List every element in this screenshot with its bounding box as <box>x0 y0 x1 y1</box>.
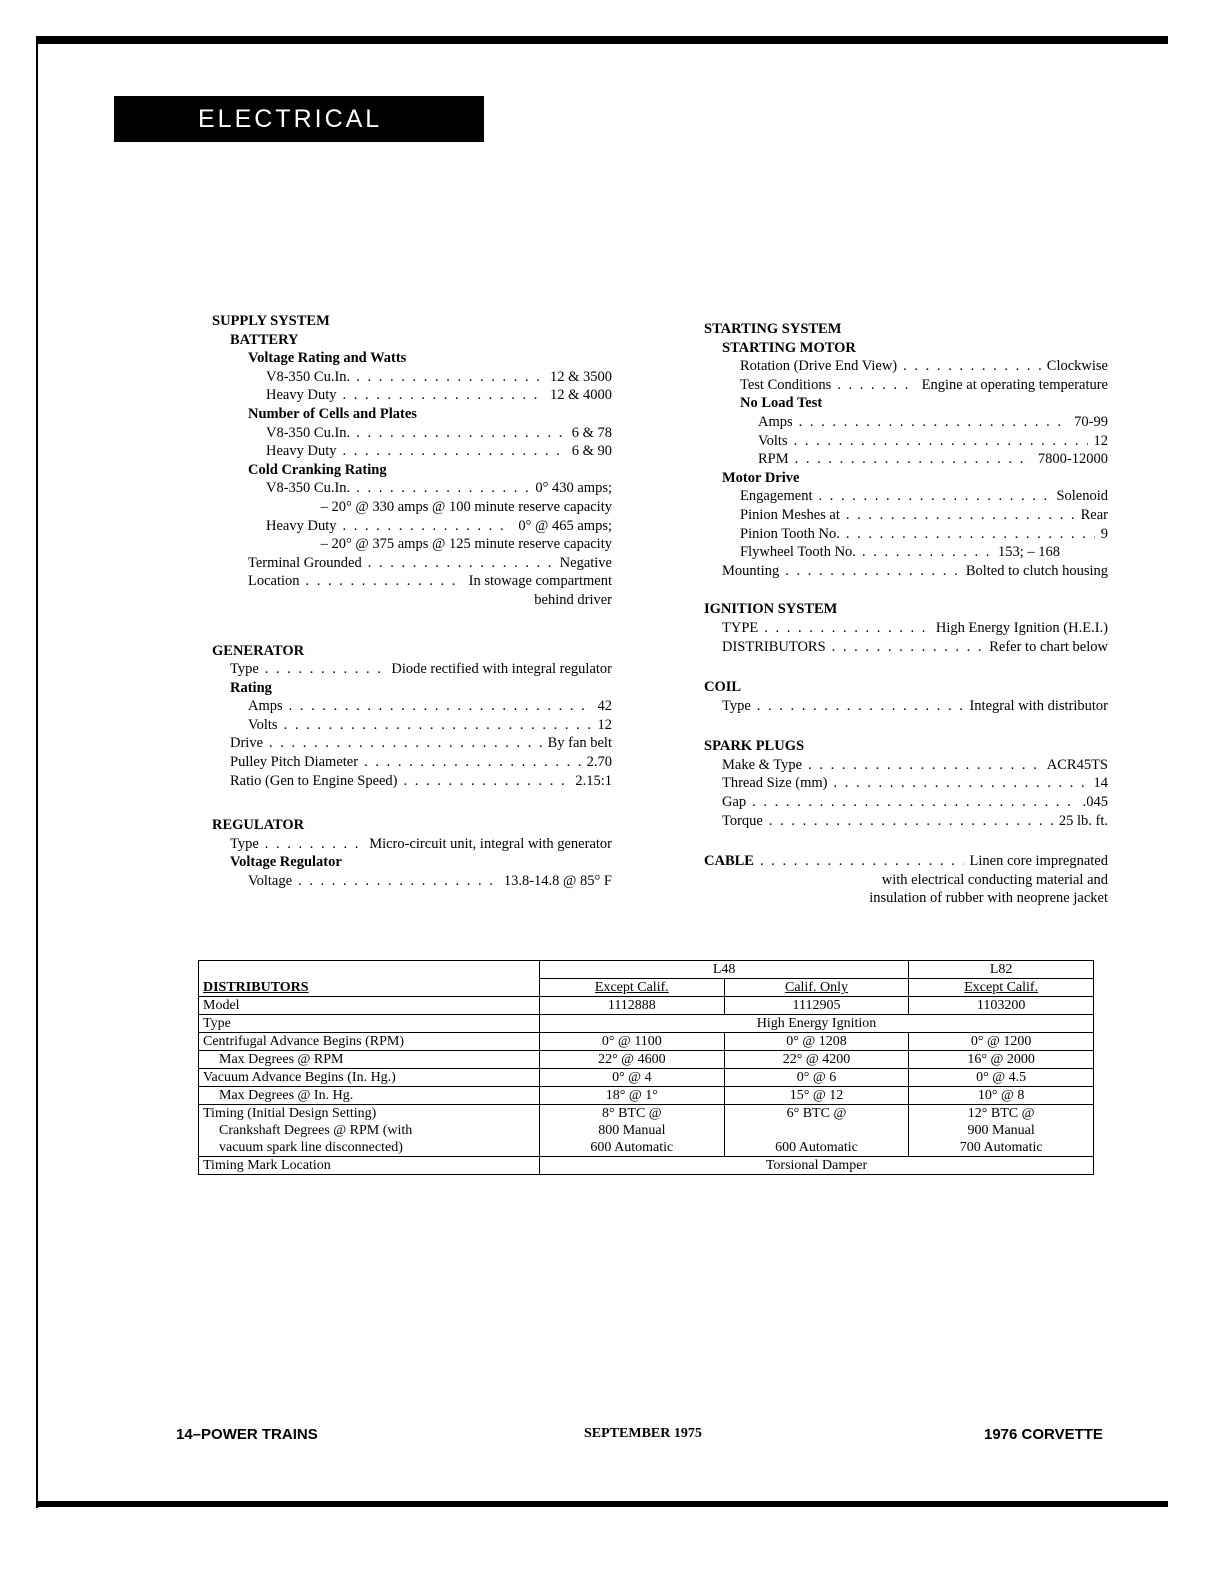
spec-row: Torque . . . 25 lb. ft. <box>704 812 1108 831</box>
left-rule <box>36 36 38 1508</box>
row-label: Max Degrees @ In. Hg. <box>199 1087 540 1105</box>
spec-continuation: behind driver <box>534 591 612 608</box>
table-cell: 0° @ 1208 <box>724 1033 909 1051</box>
coil-heading: COIL <box>704 679 742 696</box>
spec-continuation: – 20° @ 330 amps @ 100 minute reserve capacity <box>320 498 612 515</box>
footer-model: 1976 CORVETTE <box>984 1426 1103 1443</box>
spec-row: Rotation (Drive End View) . . . Clockwise <box>704 357 1108 376</box>
footer-date: SEPTEMBER 1975 <box>584 1426 702 1441</box>
spec-row: Pulley Pitch Diameter . . . 2.70 <box>212 753 612 772</box>
table-cell: 12° BTC @ 900 Manual 700 Automatic <box>909 1105 1094 1157</box>
distributors-table <box>198 960 1094 1175</box>
table-cell: 0° @ 1100 <box>540 1033 725 1051</box>
table-row <box>199 1051 1094 1069</box>
table-cell: Torsional Damper <box>540 1157 1094 1175</box>
spec-row: Heavy Duty . . . 12 & 4000 <box>212 386 612 405</box>
ignition-system-block <box>704 600 1108 656</box>
spec-row: DISTRIBUTORS . . . Refer to chart below <box>704 638 1108 657</box>
spec-row: Location . . . In stowage compartment <box>212 572 612 591</box>
spec-row: TYPE . . . High Energy Ignition (H.E.I.) <box>704 619 1108 638</box>
spec-row: Ratio (Gen to Engine Speed) . . . 2.15:1 <box>212 772 612 791</box>
column-header: Calif. Only <box>724 979 909 997</box>
spec-row: Make & Type . . . ACR45TS <box>704 756 1108 775</box>
generator-heading: GENERATOR <box>212 642 305 659</box>
table-row <box>199 1105 1094 1157</box>
spec-row: Heavy Duty . . . 6 & 90 <box>212 442 612 461</box>
table-cell: 1112905 <box>724 997 909 1015</box>
ignition-system-heading: IGNITION SYSTEM <box>704 601 838 618</box>
spec-row: Volts . . . 12 <box>704 432 1108 451</box>
table-cell: 0° @ 4 <box>540 1069 725 1087</box>
spec-row: Terminal Grounded . . . Negative <box>212 554 612 573</box>
table-cell: 16° @ 2000 <box>909 1051 1094 1069</box>
spec-row: Type . . . Micro-circuit unit, integral with generator <box>212 835 612 854</box>
spec-row: Amps . . . 70-99 <box>704 413 1108 432</box>
regulator-heading: REGULATOR <box>212 817 305 834</box>
table-cell: 1103200 <box>909 997 1094 1015</box>
row-label: Max Degrees @ RPM <box>199 1051 540 1069</box>
table-cell: 0° @ 4.5 <box>909 1069 1094 1087</box>
table-header-label: DISTRIBUTORS <box>199 961 540 997</box>
spec-row: Heavy Duty . . . 0° @ 465 amps; <box>212 517 612 536</box>
spec-row: Flywheel Tooth No. . . . 153; – 168 <box>704 543 1108 562</box>
spec-row: Test Conditions . . . Engine at operating temperature <box>704 376 1108 395</box>
table-cell: 0° @ 6 <box>724 1069 909 1087</box>
voltage-rating-heading: Voltage Rating and Watts <box>248 350 407 367</box>
coil-block <box>704 678 1108 715</box>
spec-row: Voltage . . . 13.8-14.8 @ 85° F <box>212 872 612 891</box>
rating-heading: Rating <box>230 679 272 696</box>
table-row <box>199 997 1094 1015</box>
table-cell: High Energy Ignition <box>540 1015 1094 1033</box>
cranking-heading: Cold Cranking Rating <box>248 461 387 478</box>
row-label: Model <box>199 997 540 1015</box>
table-row <box>199 1069 1094 1087</box>
table-row <box>199 1033 1094 1051</box>
column-header: Except Calif. <box>909 979 1094 997</box>
row-label: Centrifugal Advance Begins (RPM) <box>199 1033 540 1051</box>
table-row <box>199 1087 1094 1105</box>
starting-motor-heading: STARTING MOTOR <box>722 339 856 356</box>
supply-system-block <box>212 312 612 610</box>
spec-continuation: with electrical conducting material and <box>881 871 1108 888</box>
spark-plugs-heading: SPARK PLUGS <box>704 738 805 755</box>
table-cell: 22° @ 4600 <box>540 1051 725 1069</box>
starting-system-block <box>704 320 1108 580</box>
spec-row: Volts . . . 12 <box>212 716 612 735</box>
spec-row: Mounting . . . Bolted to clutch housing <box>704 562 1108 581</box>
row-label: Type <box>199 1015 540 1033</box>
spec-row: Pinion Tooth No. . . . 9 <box>704 525 1108 544</box>
starting-system-heading: STARTING SYSTEM <box>704 321 842 337</box>
spec-row: RPM . . . 7800-12000 <box>704 450 1108 469</box>
motor-drive-heading: Motor Drive <box>722 469 800 486</box>
spec-row: Pinion Meshes at . . . Rear <box>704 506 1108 525</box>
spec-row: CABLE . . . Linen core impregnated <box>704 852 1108 871</box>
voltage-regulator-heading: Voltage Regulator <box>230 854 342 871</box>
group-header-l48: L48 <box>540 961 909 979</box>
row-label: Timing Mark Location <box>199 1157 540 1175</box>
table-cell: 0° @ 1200 <box>909 1033 1094 1051</box>
spark-plugs-block <box>704 737 1108 830</box>
top-rule <box>36 36 1168 44</box>
left-column <box>212 312 612 917</box>
supply-system-heading: SUPPLY SYSTEM <box>212 313 330 329</box>
table-row <box>199 1015 1094 1033</box>
section-title: ELECTRICAL SYSTEM <box>114 96 484 142</box>
row-label: Vacuum Advance Begins (In. Hg.) <box>199 1069 540 1087</box>
spec-continuation: insulation of rubber with neoprene jacket <box>869 890 1108 907</box>
spec-row: Drive . . . By fan belt <box>212 734 612 753</box>
spec-row: V8-350 Cu.In. . . . 12 & 3500 <box>212 368 612 387</box>
spec-row: V8-350 Cu.In. . . . 6 & 78 <box>212 424 612 443</box>
table-row <box>199 961 1094 979</box>
column-header: Except Calif. <box>540 979 725 997</box>
spec-row: Gap . . . .045 <box>704 793 1108 812</box>
cells-heading: Number of Cells and Plates <box>248 405 417 422</box>
spec-row: V8-350 Cu.In. . . . 0° 430 amps; <box>212 479 612 498</box>
table-cell: 15° @ 12 <box>724 1087 909 1105</box>
table-row <box>199 1157 1094 1175</box>
group-header-l82: L82 <box>909 961 1094 979</box>
row-label: Timing (Initial Design Setting) Crankshaft Degrees @ RPM (with vacuum spark line disconnected) <box>199 1105 540 1157</box>
no-load-heading: No Load Test <box>740 395 823 412</box>
table-cell: 22° @ 4200 <box>724 1051 909 1069</box>
spec-row: Type . . . Integral with distributor <box>704 697 1108 716</box>
generator-block <box>212 642 612 791</box>
spec-continuation: – 20° @ 375 amps @ 125 minute reserve capacity <box>320 536 612 553</box>
spec-row: Engagement . . . Solenoid <box>704 487 1108 506</box>
footer-section-label: 14–POWER TRAINS <box>176 1426 318 1443</box>
spec-row: Amps . . . 42 <box>212 697 612 716</box>
spec-row: Type . . . Diode rectified with integral regulator <box>212 660 612 679</box>
bottom-rule <box>36 1501 1168 1507</box>
table-cell: 10° @ 8 <box>909 1087 1094 1105</box>
table-cell: 6° BTC @ 600 Automatic <box>724 1105 909 1157</box>
right-column <box>704 320 1108 934</box>
battery-heading: BATTERY <box>230 331 299 348</box>
regulator-block <box>212 816 612 890</box>
table-cell: 1112888 <box>540 997 725 1015</box>
cable-block <box>704 852 1108 908</box>
table-cell: 8° BTC @ 800 Manual 600 Automatic <box>540 1105 725 1157</box>
table-cell: 18° @ 1° <box>540 1087 725 1105</box>
spec-row: Thread Size (mm) . . . 14 <box>704 774 1108 793</box>
